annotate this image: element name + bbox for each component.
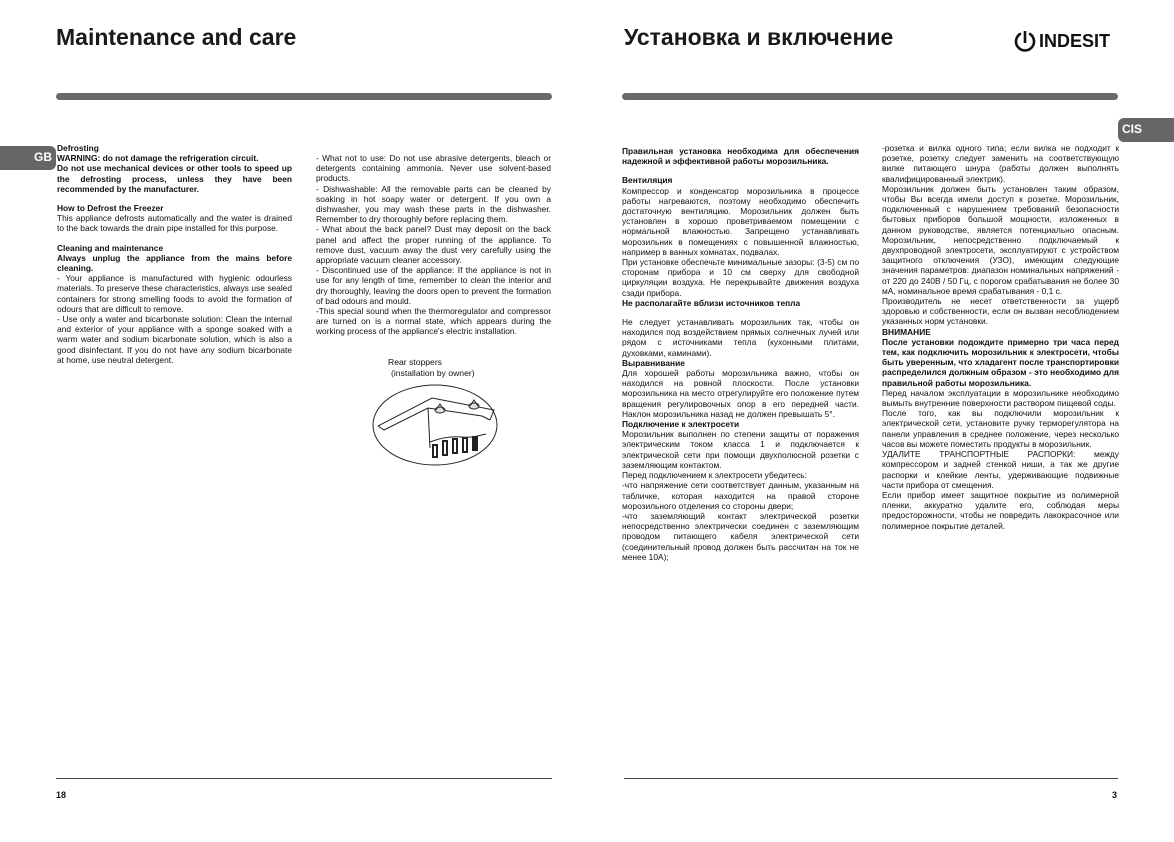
paragraph: Не располагайте вблизи источников тепла	[622, 297, 801, 308]
paragraph: - What not to use: Do not use abrasive detergents, bleach or detergents containing ammonia. Never use solvent-based products.	[316, 153, 551, 184]
paragraph: После того, как вы подключили морозильник к электрической сети, установите ручку терморегулятора на панели управления в среднее положение, через несколько часов вы можете поместить продукты в морозильник.	[882, 408, 1119, 449]
section-heading: ВНИМАНИЕ	[882, 326, 931, 337]
section-heading: Подключение к электросети	[622, 419, 740, 430]
right-column-2	[882, 143, 1119, 531]
paragraph: -что напряжение сети соответствует данным, указанным на табличке, которая находится на правой стороне морозильного отделения со стороны двери;	[622, 480, 859, 511]
paragraph: -что заземляющий контакт электрической розетки непосредственно электрически соединен с заземляющим проводом питающего кабеля электрической сети (соединительный провод должен быть рассчитан на ток не менее 10А);	[622, 510, 859, 562]
paragraph: Do not use mechanical devices or other tools to speed up the defrosting process, unless they have been recommended by the manufacturer.	[57, 163, 292, 194]
paragraph-gap	[622, 308, 859, 317]
paragraph: После установки подождите примерно три часа перед тем, как подключить морозильник к электросети, чтобы быть уверенным, что хладагент после транспортировки распределился должным образом - это необходимо для правильной работы морозильника.	[882, 336, 1119, 388]
paragraph: Если прибор имеет защитное покрытие из полимерной пленки, аккуратно удалите его, соблюдая меры предосторожности, чтобы не повредить лакокрасочное или полимерное покрытие деталей.	[882, 489, 1119, 531]
paragraph: Перед подключением к электросети убедитесь:	[622, 470, 807, 481]
paragraph: Always unplug the appliance from the mains before cleaning.	[57, 252, 292, 274]
page-title-right: Установка и включение	[624, 24, 894, 50]
paragraph-gap	[57, 234, 292, 243]
brand-name: INDESIT	[1039, 30, 1111, 51]
paragraph: - Discontinued use of the appliance: If the appliance is not in use for any length of time, remember to clean the interior and dry thoroughly, leaving the doors open to prevent the formation of bad odours and mould.	[316, 265, 551, 306]
brand-logo	[1014, 30, 1110, 52]
page-number-left: 18	[56, 790, 67, 800]
page-title-left: Maintenance and care	[56, 24, 297, 50]
right-column-1	[622, 146, 859, 562]
paragraph: При установке обеспечьте минимальные зазоры: (3-5) см по сторонам прибора и 10 см сверху для свободной циркуляции воздуха. Не перекрывайте движения воздуха сзади прибора.	[622, 257, 859, 298]
footer-rule-right	[624, 778, 1118, 779]
figure-caption-rear-stoppers: Rear stoppers	[388, 357, 442, 367]
paragraph: - What about the back panel? Dust may deposit on the back panel and affect the proper running of the appliance. To remove dust, vacuum away the dust very carefully using the appropriate vacuum cleaner accessory.	[316, 224, 551, 266]
paragraph-gap	[622, 166, 859, 175]
section-heading: Выравнивание	[622, 357, 685, 368]
paragraph-gap	[57, 194, 292, 203]
paragraph: - Use only a water and bicarbonate solution: Clean the internal and exterior of your appliance with a sponge soaked with a warm water and sodium bicarbonate solution, which is also a good disinfectant. If you do not have any sodium bicarbonate at home, use neutral detergent.	[57, 314, 292, 365]
section-heading: Вентиляция	[622, 175, 673, 186]
language-tab-gb: GB	[0, 146, 56, 170]
header-divider-right	[622, 93, 1118, 100]
header-divider-left	[56, 93, 552, 100]
language-tab-cis: CIS	[1118, 118, 1174, 142]
paragraph: Не следует устанавливать морозильник так, чтобы он находился под воздействием прямых солнечных лучей или рядом с источниками тепла (кухонными плитами, духовками, каминами).	[622, 317, 859, 358]
paragraph: Правильная установка необходима для обеспечения надежной и эффективной работы морозильника.	[622, 146, 859, 167]
footer-rule-left	[56, 778, 552, 779]
figure-caption-installation: (installation by owner)	[391, 368, 475, 378]
paragraph: Компрессор и конденсатор морозильника в процессе работы нагреваются, поэтому необходимо обеспечить достаточную вентиляцию. Морозильник должен быть установлен в хорошо проветриваемом помещении с нормальной влажностью. Запрещено устанавливать морозильник в помещениях с повышенной влажностью, например в ванных комнатах, подвалах.	[622, 185, 859, 257]
paragraph: WARNING: do not damage the refrigeration circuit.	[57, 153, 259, 164]
paragraph: -This special sound when the thermoregulator and compressor are turned on is a normal state, which appears during the working process of the appliance's electric installation.	[316, 306, 551, 337]
paragraph: Морозильник выполнен по степени защиты от поражения электрическим током класса 1 и подключается к электрической сети при помощи двухполюсной розетки с заземляющим контактом.	[622, 429, 859, 470]
section-heading: Defrosting	[57, 143, 99, 153]
paragraph: Перед началом эксплуатации в морозильнике необходимо вымыть внутренние поверхности раствором пищевой соды.	[882, 387, 1119, 409]
paragraph: - Your appliance is manufactured with hygienic odourless materials. To preserve these characteristics, always use sealed containers for strong smelling foods to avoid the formation of odours that are difficult to remove.	[57, 273, 292, 314]
rear-stoppers-illustration	[370, 382, 500, 468]
paragraph: Морозильник должен быть установлен таким образом, чтобы Вы всегда имели доступ к розетке. Морозильник, подключенный с нарушением требований безопасности бытовых приборов большой мощности, изложенных в данном руководстве, является потенциально опасным. Морозильник, непосредственно подключаемый к двухпроводной электросети, эксплуатируют с устройством защитного отключения (УЗО), имеющим следующие значения параметров: диапазон номинальных напряжений - от 220 до 240В / 50 Гц, с порогом срабатывания не более 30 мА, номинальное время срабатывания - 0,1 с.	[882, 183, 1119, 296]
paragraph: -розетка и вилка одного типа; если вилка не подходит к розетке, розетку следует заменить на соответствующую вилке питающего шнура (работы должен выполнять квалифицированный электрик).	[882, 143, 1119, 184]
page-number-right: 3	[1112, 790, 1118, 800]
left-column-1	[57, 143, 292, 365]
paragraph: - Dishwashable: All the removable parts can be cleaned by soaking in hot soapy water or detergent. If you own a dishwasher, you may wash these parts in the dishwasher. Remember to dry thoroughly before replacing them.	[316, 183, 551, 225]
paragraph: Для хорошей работы морозильника важно, чтобы он находился на ровной плоскости. После установки морозильника на место отрегулируйте его положение путем вращения регулировочных опор в его передней части. Наклон морозильника назад не должен превышать 5°.	[622, 368, 859, 419]
paragraph: УДАЛИТЕ ТРАНСПОРТНЫЕ РАСПОРКИ: между компрессором и задней стенкой ниши, а так же другие распорки и клейкие ленты, удерживающие подвижные части прибора от смещения.	[882, 449, 1119, 490]
paragraph: This appliance defrosts automatically and the water is drained to the back towards the drain pipe installed for this purpose.	[57, 213, 292, 234]
section-heading: How to Defrost the Freezer	[57, 203, 164, 214]
section-heading: Cleaning and maintenance	[57, 242, 164, 253]
left-column-2	[316, 153, 551, 337]
paragraph: Производитель не несет ответственности за ущерб здоровью и собственности, если он вызван несоблюдением указанных норм установки.	[882, 296, 1119, 327]
indesit-logo-icon	[1014, 30, 1036, 52]
